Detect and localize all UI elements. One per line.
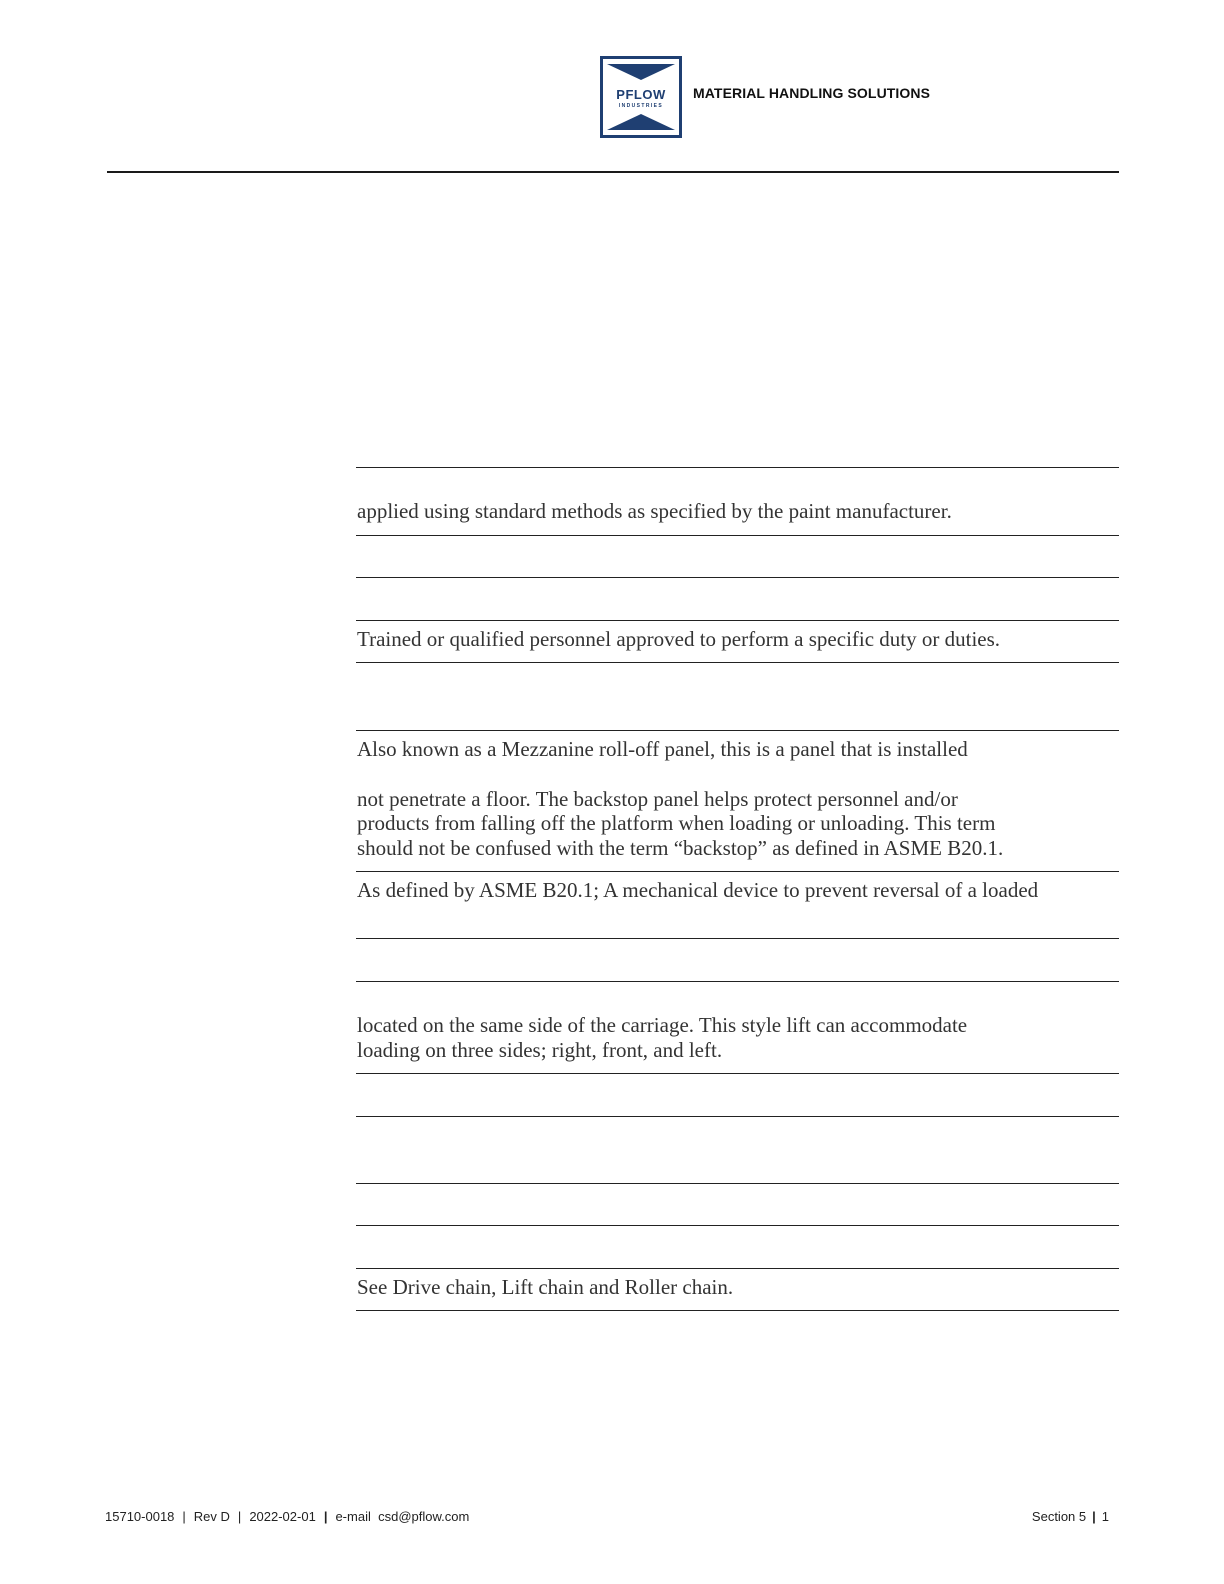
row-divider (356, 662, 1119, 663)
definition-text: As defined by ASME B20.1; A mechanical device to prevent reversal of a loaded (357, 878, 1039, 902)
row-divider (356, 1183, 1119, 1184)
definition-text: See Drive chain, Lift chain and Roller chain. (357, 1275, 734, 1299)
company-tagline: MATERIAL HANDLING SOLUTIONS (693, 85, 931, 101)
row-divider (356, 620, 1119, 621)
footer-separator: | (1092, 1509, 1096, 1524)
definition-text: applied using standard methods as specified by the paint manufacturer. (357, 499, 952, 523)
footer-separator: | (323, 1509, 328, 1524)
definition-text: not penetrate a floor. The backstop panel helps protect personnel and/or (357, 787, 958, 811)
footer-page-info (1032, 1509, 1109, 1524)
definition-text: should not be confused with the term “backstop” as defined in ASME B20.1. (357, 836, 1004, 860)
row-divider (356, 730, 1119, 731)
row-divider (356, 467, 1119, 468)
header-divider (107, 171, 1119, 173)
row-divider (356, 535, 1119, 536)
company-logo (600, 56, 682, 138)
logo-wordmark: PFLOW (616, 87, 666, 102)
row-divider (356, 1268, 1119, 1269)
footer-document-info (105, 1509, 469, 1524)
doc-number: 15710-0018 (105, 1509, 175, 1524)
contact-email: csd@pflow.com (378, 1509, 470, 1524)
row-divider (356, 1225, 1119, 1226)
logo-subtitle: INDUSTRIES (618, 103, 664, 109)
definition-text: located on the same side of the carriage. This style lift can accommodate (357, 1013, 968, 1037)
row-divider (356, 1116, 1119, 1117)
row-divider (356, 1310, 1119, 1311)
email-label: e-mail (335, 1509, 371, 1524)
row-divider (356, 871, 1119, 872)
definition-text: loading on three sides; right, front, and left. (357, 1038, 723, 1062)
revision-date: 2022-02-01 (249, 1509, 316, 1524)
row-divider (356, 981, 1119, 982)
definition-text: Trained or qualified personnel approved to perform a specific duty or duties. (357, 627, 1001, 651)
row-divider (356, 1073, 1119, 1074)
definition-text: Also known as a Mezzanine roll-off panel, this is a panel that is installed (357, 737, 968, 761)
footer-separator: | (182, 1509, 186, 1524)
footer-separator: | (237, 1509, 242, 1524)
revision: Rev D (193, 1509, 230, 1524)
page-number: 1 (1101, 1509, 1109, 1524)
definition-text: products from falling off the platform when loading or unloading. This term (357, 811, 996, 835)
section-label: Section 5 (1031, 1509, 1087, 1524)
row-divider (356, 938, 1119, 939)
row-divider (356, 577, 1119, 578)
